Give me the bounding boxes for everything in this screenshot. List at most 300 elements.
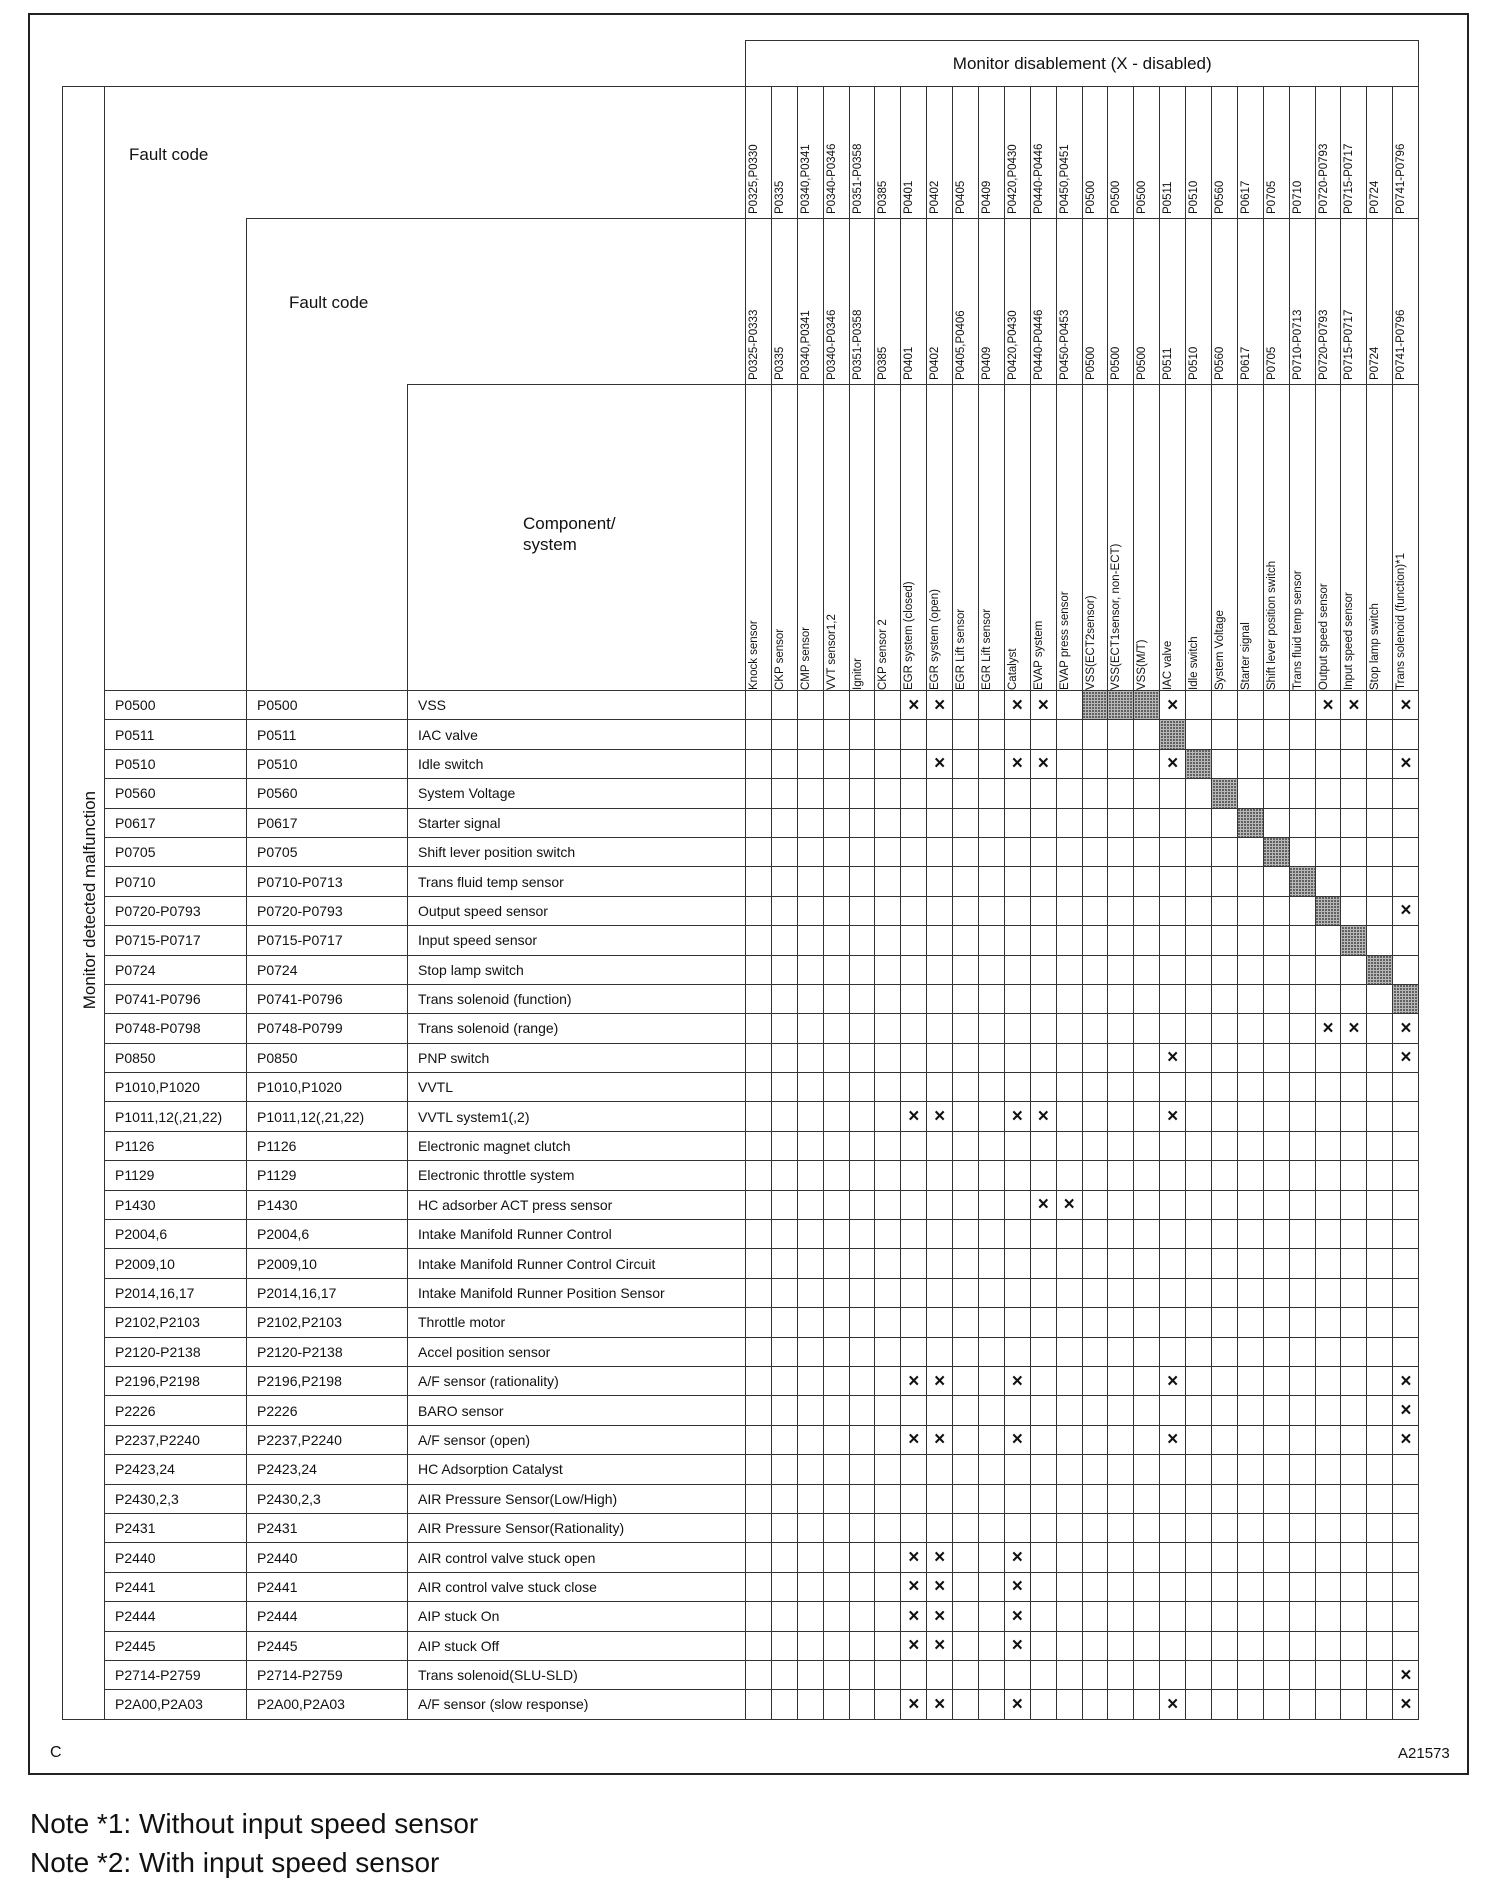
column-code-1-8-cell [953, 87, 979, 219]
column-code-1-2-cell [797, 87, 823, 219]
column-code-1-0: P0325,P0330 [748, 144, 760, 214]
empty-cell [1160, 1513, 1186, 1542]
row-fault-code-1: P2196,P2198 [105, 1366, 247, 1395]
empty-cell [1212, 691, 1238, 720]
empty-cell [1160, 1190, 1186, 1219]
empty-cell [1186, 808, 1212, 837]
empty-cell [1056, 926, 1082, 955]
empty-cell [1082, 1190, 1108, 1219]
column-code-2-1: P0335 [773, 346, 786, 380]
empty-cell [1367, 691, 1393, 720]
empty-cell [1289, 896, 1315, 925]
empty-cell [1212, 1690, 1238, 1719]
empty-cell [746, 1073, 772, 1102]
column-code-2-13: P0500 [1084, 346, 1097, 380]
row-fault-code-1: P0715-P0717 [105, 926, 247, 955]
empty-cell [927, 926, 953, 955]
column-code-2-19-cell [1237, 219, 1263, 385]
spacer-cell [105, 219, 247, 385]
empty-cell [953, 955, 979, 984]
empty-cell [1160, 1396, 1186, 1425]
empty-cell [1263, 720, 1289, 749]
empty-cell [797, 1366, 823, 1395]
empty-cell [849, 984, 875, 1013]
spacer-cell [105, 385, 247, 691]
empty-cell [746, 1513, 772, 1542]
column-code-1-10: P0420,P0430 [1006, 144, 1019, 214]
fault-code-label-2: Fault code [289, 293, 369, 312]
empty-cell [1030, 1249, 1056, 1278]
empty-cell [1186, 1014, 1212, 1043]
empty-cell [979, 896, 1005, 925]
disabled-mark: × [1393, 1396, 1419, 1425]
empty-cell [1160, 779, 1186, 808]
row-fault-code-1: P2014,16,17 [105, 1278, 247, 1307]
empty-cell [1082, 1073, 1108, 1102]
disabled-mark: × [1160, 691, 1186, 720]
empty-cell [953, 1190, 979, 1219]
empty-cell [1367, 1543, 1393, 1572]
column-code-2-11: P0440-P0446 [1032, 309, 1045, 380]
disabled-mark: × [1393, 1425, 1419, 1454]
empty-cell [797, 1337, 823, 1366]
empty-cell [875, 1043, 901, 1072]
empty-cell [1030, 837, 1056, 866]
column-component-13: VSS(ECT2sensor) [1084, 595, 1097, 690]
column-code-2-5-cell [875, 219, 901, 385]
empty-cell [1341, 1161, 1367, 1190]
disabled-mark: × [1160, 1425, 1186, 1454]
empty-cell [1134, 1366, 1160, 1395]
empty-cell [1108, 1690, 1134, 1719]
table-row [63, 749, 1419, 778]
empty-cell [1004, 1455, 1030, 1484]
empty-cell [1004, 984, 1030, 1013]
empty-cell [1134, 1249, 1160, 1278]
empty-cell [1263, 749, 1289, 778]
empty-cell [1315, 1131, 1341, 1160]
column-component-20-cell [1263, 385, 1289, 691]
empty-cell [1341, 1131, 1367, 1160]
empty-cell [1341, 1249, 1367, 1278]
table-row [63, 1366, 1419, 1395]
empty-cell [1315, 1602, 1341, 1631]
column-component-25: Trans solenoid (function)*1 [1395, 552, 1408, 690]
row-fault-code-2: P2014,16,17 [247, 1278, 408, 1307]
empty-cell [979, 1043, 1005, 1072]
disabled-mark: × [1315, 1014, 1341, 1043]
row-fault-code-1: P2102,P2103 [105, 1308, 247, 1337]
empty-cell [953, 1396, 979, 1425]
empty-cell [979, 955, 1005, 984]
row-fault-code-2: P2102,P2103 [247, 1308, 408, 1337]
empty-cell [1367, 1396, 1393, 1425]
disabled-mark: × [1160, 1102, 1186, 1131]
self-monitor-cell [1315, 896, 1341, 925]
column-component-9: EGR Lift sensor [981, 608, 994, 690]
empty-cell [1289, 1131, 1315, 1160]
empty-cell [1030, 1278, 1056, 1307]
empty-cell [823, 1631, 849, 1660]
empty-cell [927, 1043, 953, 1072]
self-monitor-cell [1367, 955, 1393, 984]
empty-cell [849, 1249, 875, 1278]
disabled-mark: × [927, 1631, 953, 1660]
empty-cell [1108, 1190, 1134, 1219]
empty-cell [1263, 926, 1289, 955]
empty-cell [823, 837, 849, 866]
empty-cell [771, 1278, 797, 1307]
empty-cell [1134, 1660, 1160, 1689]
empty-cell [901, 1014, 927, 1043]
column-code-1-7: P0402 [929, 180, 942, 214]
empty-cell [1186, 1190, 1212, 1219]
empty-cell [1341, 1366, 1367, 1395]
empty-cell [771, 896, 797, 925]
empty-cell [1367, 749, 1393, 778]
empty-cell [875, 1513, 901, 1542]
column-code-1-1: P0335 [773, 180, 786, 214]
empty-cell [1367, 1014, 1393, 1043]
column-component-8-cell [953, 385, 979, 691]
empty-cell [1315, 1102, 1341, 1131]
empty-cell [1367, 837, 1393, 866]
empty-cell [979, 984, 1005, 1013]
empty-cell [746, 1366, 772, 1395]
empty-cell [953, 1572, 979, 1601]
empty-cell [1108, 720, 1134, 749]
column-component-7-cell [927, 385, 953, 691]
empty-cell [1160, 896, 1186, 925]
empty-cell [927, 1396, 953, 1425]
column-code-2-24: P0724 [1369, 346, 1382, 380]
empty-cell [849, 955, 875, 984]
disabled-mark: × [927, 691, 953, 720]
row-component: AIP stuck Off [408, 1631, 746, 1660]
empty-cell [875, 955, 901, 984]
empty-cell [1030, 1337, 1056, 1366]
empty-cell [1367, 926, 1393, 955]
empty-cell [953, 1337, 979, 1366]
empty-cell [1082, 1249, 1108, 1278]
empty-cell [953, 1073, 979, 1102]
empty-cell [927, 779, 953, 808]
empty-cell [1134, 1484, 1160, 1513]
empty-cell [1134, 1278, 1160, 1307]
empty-cell [875, 691, 901, 720]
empty-cell [746, 1220, 772, 1249]
column-component-5: CKP sensor 2 [877, 619, 890, 690]
column-code-2-8-cell [953, 219, 979, 385]
empty-cell [1004, 867, 1030, 896]
empty-cell [823, 1131, 849, 1160]
empty-cell [875, 1425, 901, 1454]
disabled-mark: × [1004, 1102, 1030, 1131]
column-component-2: CMP sensor [799, 626, 812, 690]
empty-cell [1186, 1484, 1212, 1513]
empty-cell [1289, 1043, 1315, 1072]
column-code-2-6: P0401 [903, 346, 916, 380]
empty-cell [1341, 1602, 1367, 1631]
empty-cell [901, 1484, 927, 1513]
column-code-1-4: P0351-P0358 [851, 143, 864, 214]
empty-cell [901, 1308, 927, 1337]
empty-cell [1134, 1131, 1160, 1160]
table-row [63, 1396, 1419, 1425]
row-fault-code-2: P2423,24 [247, 1455, 408, 1484]
empty-cell [1367, 779, 1393, 808]
empty-cell [849, 1220, 875, 1249]
empty-cell [1237, 1014, 1263, 1043]
empty-cell [1263, 1660, 1289, 1689]
empty-cell [1315, 779, 1341, 808]
empty-cell [771, 720, 797, 749]
empty-cell [1134, 955, 1160, 984]
empty-cell [1186, 926, 1212, 955]
empty-cell [1056, 749, 1082, 778]
column-code-2-17-cell [1186, 219, 1212, 385]
empty-cell [746, 837, 772, 866]
empty-cell [875, 749, 901, 778]
figure-id: A21573 [1398, 1745, 1450, 1762]
disabled-mark: × [901, 1631, 927, 1660]
column-code-1-16: P0511 [1162, 181, 1175, 214]
column-component-18-cell [1212, 385, 1238, 691]
row-fault-code-1: P0748-P0798 [105, 1014, 247, 1043]
empty-cell [797, 1602, 823, 1631]
empty-cell [797, 1660, 823, 1689]
column-component-17-cell [1186, 385, 1212, 691]
empty-cell [901, 1073, 927, 1102]
empty-cell [1341, 1425, 1367, 1454]
column-code-2-2: P0340,P0341 [799, 310, 812, 380]
empty-cell [797, 1396, 823, 1425]
row-component: AIP stuck On [408, 1602, 746, 1631]
empty-cell [1289, 1543, 1315, 1572]
empty-cell [1108, 984, 1134, 1013]
empty-cell [1367, 1513, 1393, 1542]
column-code-2-25: P0741-P0796 [1395, 309, 1408, 380]
empty-cell [1186, 779, 1212, 808]
empty-cell [1289, 1102, 1315, 1131]
empty-cell [746, 1131, 772, 1160]
empty-cell [1160, 1631, 1186, 1660]
empty-cell [1082, 1572, 1108, 1601]
empty-cell [1341, 1455, 1367, 1484]
empty-cell [1367, 1337, 1393, 1366]
column-code-1-20-cell [1263, 87, 1289, 219]
column-component-22: Output speed sensor [1317, 583, 1330, 690]
row-component: PNP switch [408, 1043, 746, 1072]
row-fault-code-2: P0511 [247, 720, 408, 749]
empty-cell [1367, 1366, 1393, 1395]
empty-cell [953, 1543, 979, 1572]
empty-cell [927, 1278, 953, 1307]
empty-cell [1134, 1073, 1160, 1102]
empty-cell [1237, 1660, 1263, 1689]
empty-cell [746, 1631, 772, 1660]
column-component-13-cell [1082, 385, 1108, 691]
self-monitor-cell [1108, 691, 1134, 720]
empty-cell [1030, 1425, 1056, 1454]
empty-cell [1108, 837, 1134, 866]
empty-cell [1289, 749, 1315, 778]
empty-cell [1393, 1102, 1419, 1131]
empty-cell [1289, 720, 1315, 749]
empty-cell [875, 1396, 901, 1425]
column-code-1-8: P0405 [955, 180, 968, 214]
disabled-mark: × [1393, 896, 1419, 925]
empty-cell [1134, 779, 1160, 808]
empty-cell [1030, 1690, 1056, 1719]
empty-cell [953, 1161, 979, 1190]
empty-cell [979, 1484, 1005, 1513]
empty-cell [1056, 1425, 1082, 1454]
row-fault-code-1: P0511 [105, 720, 247, 749]
empty-cell [927, 1220, 953, 1249]
empty-cell [1160, 1073, 1186, 1102]
empty-cell [823, 984, 849, 1013]
empty-cell [1056, 1543, 1082, 1572]
empty-cell [1082, 1455, 1108, 1484]
empty-cell [771, 1308, 797, 1337]
disabled-mark: × [1160, 749, 1186, 778]
empty-cell [1134, 984, 1160, 1013]
row-fault-code-1: P0741-P0796 [105, 984, 247, 1013]
empty-cell [1237, 779, 1263, 808]
column-component-21: Trans fluid temp sensor [1291, 570, 1304, 690]
empty-cell [797, 808, 823, 837]
disabled-mark: × [1393, 1043, 1419, 1072]
empty-cell [1108, 867, 1134, 896]
empty-cell [746, 867, 772, 896]
empty-cell [797, 1425, 823, 1454]
empty-cell [979, 1278, 1005, 1307]
row-fault-code-2: P2A00,P2A03 [247, 1690, 408, 1719]
empty-cell [1237, 1366, 1263, 1395]
column-component-25-cell [1393, 385, 1419, 691]
empty-cell [797, 867, 823, 896]
empty-cell [797, 1102, 823, 1131]
row-component: System Voltage [408, 779, 746, 808]
empty-cell [797, 926, 823, 955]
table-row [63, 1043, 1419, 1072]
row-component: Stop lamp switch [408, 955, 746, 984]
empty-cell [1237, 1337, 1263, 1366]
empty-cell [823, 1572, 849, 1601]
empty-cell [746, 1425, 772, 1454]
empty-cell [1212, 1513, 1238, 1542]
empty-cell [1341, 984, 1367, 1013]
empty-cell [1212, 1014, 1238, 1043]
table-row [63, 1190, 1419, 1219]
empty-cell [797, 1278, 823, 1307]
empty-cell [746, 1043, 772, 1072]
column-code-1-23: P0715-P0717 [1343, 143, 1356, 214]
empty-cell [1004, 1073, 1030, 1102]
empty-cell [1004, 1337, 1030, 1366]
column-component-15-cell [1134, 385, 1160, 691]
empty-cell [823, 955, 849, 984]
column-code-2-6-cell [901, 219, 927, 385]
column-code-1-22-cell [1315, 87, 1341, 219]
empty-cell [1341, 749, 1367, 778]
column-code-1-0-cell [746, 87, 772, 219]
empty-cell [1289, 1572, 1315, 1601]
empty-cell [901, 955, 927, 984]
empty-cell [1263, 1602, 1289, 1631]
empty-cell [1134, 1425, 1160, 1454]
empty-cell [1134, 896, 1160, 925]
disabled-mark: × [1004, 1543, 1030, 1572]
row-fault-code-2: P2120-P2138 [247, 1337, 408, 1366]
row-fault-code-2: P2440 [247, 1543, 408, 1572]
empty-cell [1134, 1043, 1160, 1072]
row-component: Intake Manifold Runner Control [408, 1220, 746, 1249]
row-fault-code-2: P0500 [247, 691, 408, 720]
empty-cell [797, 691, 823, 720]
empty-cell [1056, 1631, 1082, 1660]
empty-cell [979, 1690, 1005, 1719]
empty-cell [927, 1131, 953, 1160]
empty-cell [979, 1190, 1005, 1219]
empty-cell [771, 1690, 797, 1719]
disabled-mark: × [1315, 691, 1341, 720]
row-component: A/F sensor (slow response) [408, 1690, 746, 1719]
empty-cell [1212, 984, 1238, 1013]
row-component: AIR Pressure Sensor(Low/High) [408, 1484, 746, 1513]
column-code-1-24-cell [1367, 87, 1393, 219]
empty-cell [849, 1572, 875, 1601]
corner-label: C [50, 1744, 62, 1761]
column-component-1-cell [771, 385, 797, 691]
row-fault-code-2: P0741-P0796 [247, 984, 408, 1013]
disabled-mark: × [1004, 1366, 1030, 1395]
column-code-2-21-cell [1289, 219, 1315, 385]
empty-cell [927, 808, 953, 837]
empty-cell [1160, 837, 1186, 866]
column-code-1-6: P0401 [903, 180, 916, 214]
empty-cell [927, 1337, 953, 1366]
empty-cell [1160, 955, 1186, 984]
empty-cell [1082, 984, 1108, 1013]
table-row [63, 1131, 1419, 1160]
row-fault-code-2: P2009,10 [247, 1249, 408, 1278]
column-component-18: System Voltage [1214, 610, 1227, 690]
empty-cell [1108, 1308, 1134, 1337]
row-fault-code-1: P0850 [105, 1043, 247, 1072]
empty-cell [849, 1073, 875, 1102]
empty-cell [771, 955, 797, 984]
empty-cell [823, 808, 849, 837]
column-code-1-15-cell [1134, 87, 1160, 219]
column-code-2-3-cell [823, 219, 849, 385]
disabled-mark: × [901, 1366, 927, 1395]
empty-cell [875, 779, 901, 808]
empty-cell [1263, 1543, 1289, 1572]
empty-cell [1263, 1102, 1289, 1131]
row-fault-code-1: P1126 [105, 1131, 247, 1160]
empty-cell [1056, 1602, 1082, 1631]
row-fault-code-1: P2009,10 [105, 1249, 247, 1278]
empty-cell [953, 1278, 979, 1307]
empty-cell [849, 749, 875, 778]
empty-cell [1186, 1543, 1212, 1572]
empty-cell [1367, 984, 1393, 1013]
empty-cell [849, 1131, 875, 1160]
empty-cell [1056, 1161, 1082, 1190]
empty-cell [746, 691, 772, 720]
